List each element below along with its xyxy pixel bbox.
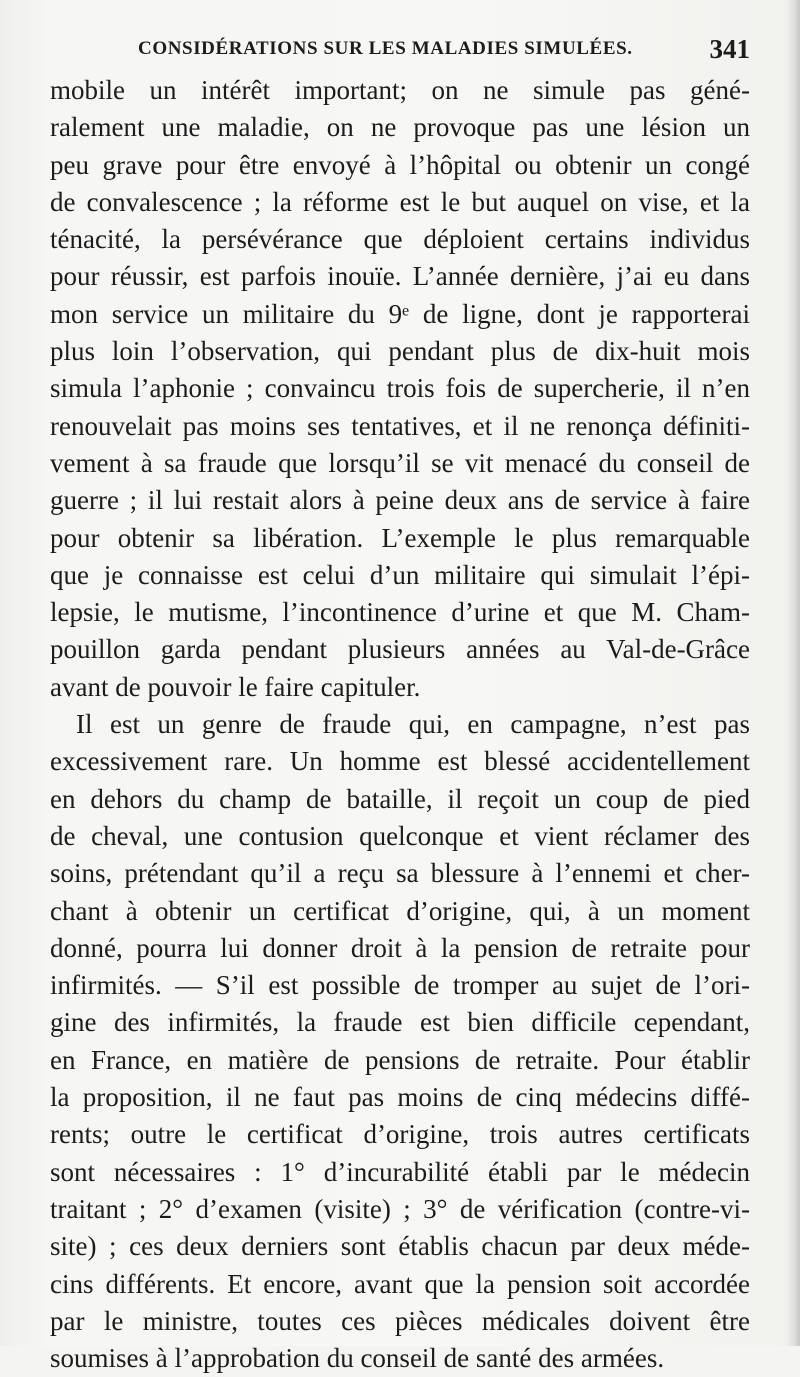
text-line: traitant ; 2° d’examen (visite) ; 3° de vérification (contre-vi- (50, 1193, 750, 1224)
page-number: 341 (709, 34, 750, 64)
text-line: pouillon garda pendant plusieurs années au Val-de-Grâce (50, 634, 750, 665)
text-line: peu grave pour être envoyé à l’hôpital ou obtenir un congé (50, 149, 750, 180)
text-line: en dehors du champ de bataille, il reçoit un coup de pied (50, 783, 750, 814)
body-text (50, 72, 750, 1377)
paragraph-first-line: Il est un genre de fraude qui, en campagne, n’est pas (76, 709, 750, 740)
text-line: plus loin l’observation, qui pendant plus de dix-huit mois (50, 336, 750, 367)
text-line: excessivement rare. Un homme est blessé accidentellement (50, 746, 750, 777)
text-line: lepsie, le mutisme, l’incontinence d’urine et que M. Cham- (50, 597, 750, 628)
page-gutter-shadow (786, 0, 800, 1346)
text-line: de cheval, une contusion quelconque et vient réclamer des (50, 820, 750, 851)
text-line: pour obtenir sa libération. L’exemple le plus remarquable (50, 522, 750, 553)
text-line: gine des infirmités, la fraude est bien difficile cependant, (50, 1007, 750, 1038)
text-line: chant à obtenir un certificat d’origine, qui, à un moment (50, 895, 750, 926)
text-line: ténacité, la persévérance que déploient certains individus (50, 224, 750, 255)
text-line: vement à sa fraude que lorsqu’il se vit menacé du conseil de (50, 447, 750, 478)
text-line: soumises à l’approbation du conseil de santé des armées. (50, 1343, 665, 1374)
text-line: infirmités. — S’il est possible de tromper au sujet de l’ori- (50, 970, 750, 1001)
paragraph-last-line: avant de pouvoir le faire capituler. (50, 671, 421, 702)
text-line: sont nécessaires : 1° d’incurabilité établi par le médecin (50, 1156, 750, 1187)
text-line: ralement une maladie, on ne provoque pas une lésion un (50, 112, 750, 143)
text-line: donné, pourra lui donner droit à la pension de retraite pour (50, 932, 750, 963)
text-line: que je connaisse est celui d’un militaire qui simulait l’épi- (50, 559, 750, 590)
page-header (100, 36, 750, 68)
text-line: pour réussir, est parfois inouïe. L’année dernière, j’ai eu dans (50, 261, 750, 292)
text-line: mon service un militaire du 9ᵉ de ligne, dont je rapporterai (50, 298, 750, 329)
text-line: soins, prétendant qu’il a reçu sa blessure à l’ennemi et cher- (50, 858, 750, 889)
text-line: site) ; ces deux derniers sont établis chacun par deux méde- (50, 1231, 750, 1262)
text-line: cins différents. Et encore, avant que la pension soit accordée (50, 1268, 750, 1299)
text-line: rents; outre le certificat d’origine, trois autres certificats (50, 1119, 750, 1150)
text-line: la proposition, il ne faut pas moins de cinq médecins diffé- (50, 1082, 750, 1113)
text-line: renouvelait pas moins ses tentatives, et il ne renonça définiti- (50, 410, 750, 441)
text-line: en France, en matière de pensions de retraite. Pour établir (50, 1044, 750, 1075)
text-line: par le ministre, toutes ces pièces médicales doivent être (50, 1305, 750, 1336)
text-line: mobile un intérêt important; on ne simule pas géné- (50, 75, 750, 105)
text-line: de convalescence ; la réforme est le but auquel on vise, et la (50, 186, 750, 217)
text-line: guerre ; il lui restait alors à peine deux ans de service à faire (50, 485, 750, 516)
text-line: simula l’aphonie ; convaincu trois fois de supercherie, il n’en (50, 373, 750, 404)
running-head: CONSIDÉRATIONS SUR LES MALADIES SIMULÉES. (138, 38, 633, 59)
